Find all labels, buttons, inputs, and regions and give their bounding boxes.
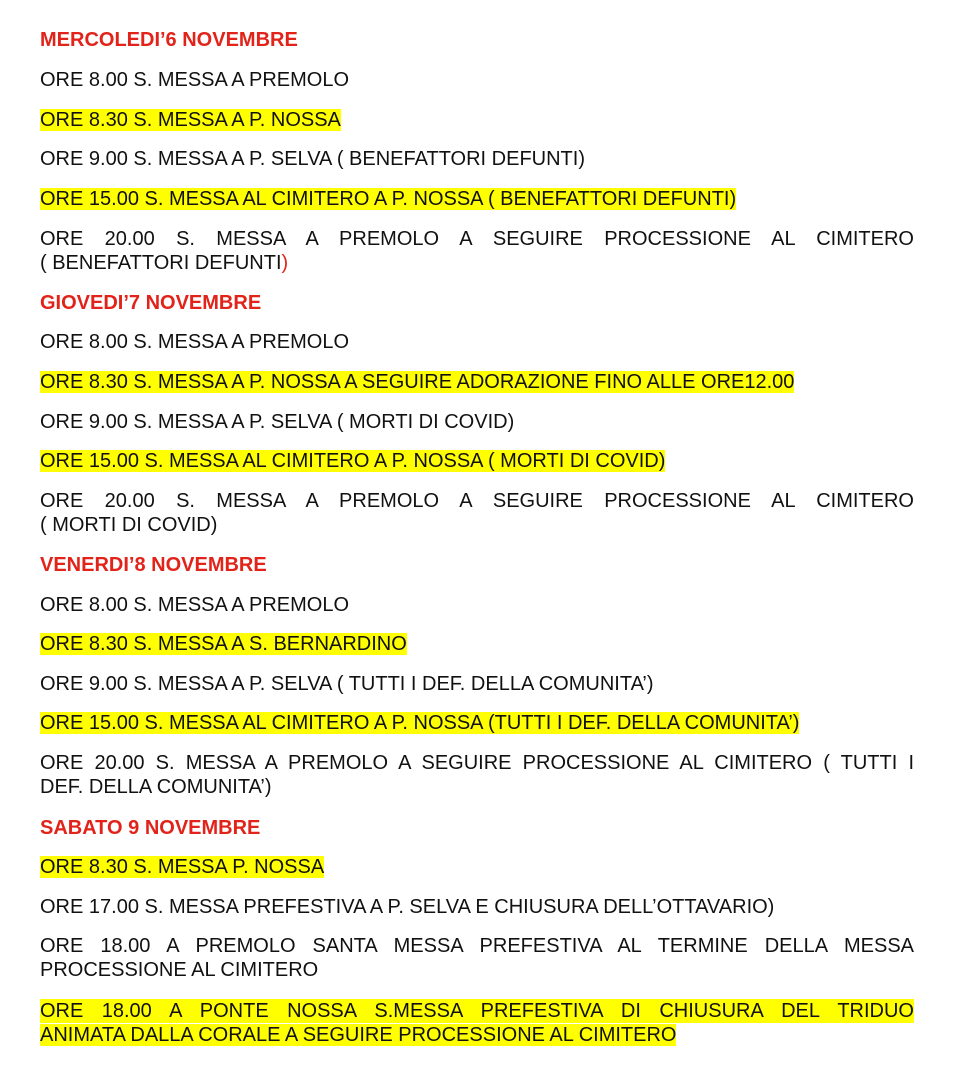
line-part-1: ORE 18.00 A PREMOLO SANTA MESSA PREFESTIVA AL TERMINE DELLA MESSA (40, 935, 914, 957)
day-heading-venerdi: VENERDI’8 NOVEMBRE (40, 554, 267, 576)
line-part-2 (40, 251, 914, 275)
day-heading-giovedi: GIOVEDI’7 NOVEMBRE (40, 292, 262, 314)
highlighted-text: ORE 8.30 S. MESSA A S. BERNARDINO (40, 633, 407, 655)
highlighted-text: ORE 15.00 S. MESSA AL CIMITERO A P. NOSSA ( BENEFATTORI DEFUNTI) (40, 188, 737, 210)
line-part-1: ORE 20.00 S. MESSA A PREMOLO A SEGUIRE PROCESSIONE AL CIMITERO (40, 228, 914, 250)
schedule-line-highlighted (40, 108, 341, 132)
schedule-line: ORE 9.00 S. MESSA A P. SELVA ( TUTTI I DEF. DELLA COMUNITA’) (40, 673, 654, 695)
schedule-line-multiline (40, 227, 914, 275)
schedule-line-highlighted (40, 187, 736, 211)
schedule-line-highlighted (40, 711, 799, 735)
line-part-2: ( MORTI DI COVID) (40, 514, 218, 536)
schedule-line-highlighted (40, 370, 794, 394)
schedule-line-multiline (40, 751, 914, 799)
schedule-line-highlighted (40, 855, 324, 879)
highlighted-text: ORE 15.00 S. MESSA AL CIMITERO A P. NOSSA (TUTTI I DEF. DELLA COMUNITA’) (40, 712, 800, 734)
highlighted-text: ORE 15.00 S. MESSA AL CIMITERO A P. NOSSA ( MORTI DI COVID) (40, 450, 666, 472)
line-part-1: ORE 18.00 A PONTE NOSSA S.MESSA PREFESTIVA DI CHIUSURA DEL TRIDUO (40, 1000, 914, 1022)
line-part-2: ANIMATA DALLA CORALE A SEGUIRE PROCESSIONE AL CIMITERO (40, 1024, 677, 1046)
schedule-line: ORE 8.00 S. MESSA A PREMOLO (40, 331, 350, 353)
schedule-line-highlighted (40, 632, 407, 656)
day-heading-mercoledi: MERCOLEDI’6 NOVEMBRE (40, 29, 298, 51)
schedule-line-multiline-highlighted (40, 999, 914, 1047)
line-part-1: ORE 20.00 S. MESSA A PREMOLO A SEGUIRE PROCESSIONE AL CIMITERO (40, 490, 914, 512)
line-part-2-wrapper (40, 1023, 914, 1047)
schedule-line: ORE 8.00 S. MESSA A PREMOLO (40, 594, 350, 616)
schedule-line: ORE 8.00 S. MESSA A PREMOLO (40, 69, 350, 91)
line-part-2: DEF. DELLA COMUNITA’) (40, 776, 272, 798)
closing-parenthesis: ) (281, 252, 289, 274)
day-heading-sabato: SABATO 9 NOVEMBRE (40, 817, 261, 839)
schedule-line: ORE 9.00 S. MESSA A P. SELVA ( BENEFATTORI DEFUNTI) (40, 148, 585, 170)
schedule-line-highlighted (40, 449, 665, 473)
schedule-line-multiline (40, 489, 914, 537)
line-part-2: PROCESSIONE AL CIMITERO (40, 959, 319, 981)
line-part-2-text: ( BENEFATTORI DEFUNTI (40, 252, 282, 274)
line-part-1: ORE 20.00 S. MESSA A PREMOLO A SEGUIRE PROCESSIONE AL CIMITERO ( TUTTI I (40, 752, 914, 774)
highlighted-text: ORE 8.30 S. MESSA P. NOSSA (40, 856, 325, 878)
schedule-line: ORE 17.00 S. MESSA PREFESTIVA A P. SELVA E CHIUSURA DELL’OTTAVARIO) (40, 896, 775, 918)
highlighted-text: ORE 8.30 S. MESSA A P. NOSSA A SEGUIRE ADORAZIONE FINO ALLE ORE12.00 (40, 371, 795, 393)
highlighted-text: ORE 8.30 S. MESSA A P. NOSSA (40, 109, 341, 131)
schedule-line: ORE 9.00 S. MESSA A P. SELVA ( MORTI DI COVID) (40, 411, 515, 433)
schedule-line-multiline (40, 934, 914, 982)
